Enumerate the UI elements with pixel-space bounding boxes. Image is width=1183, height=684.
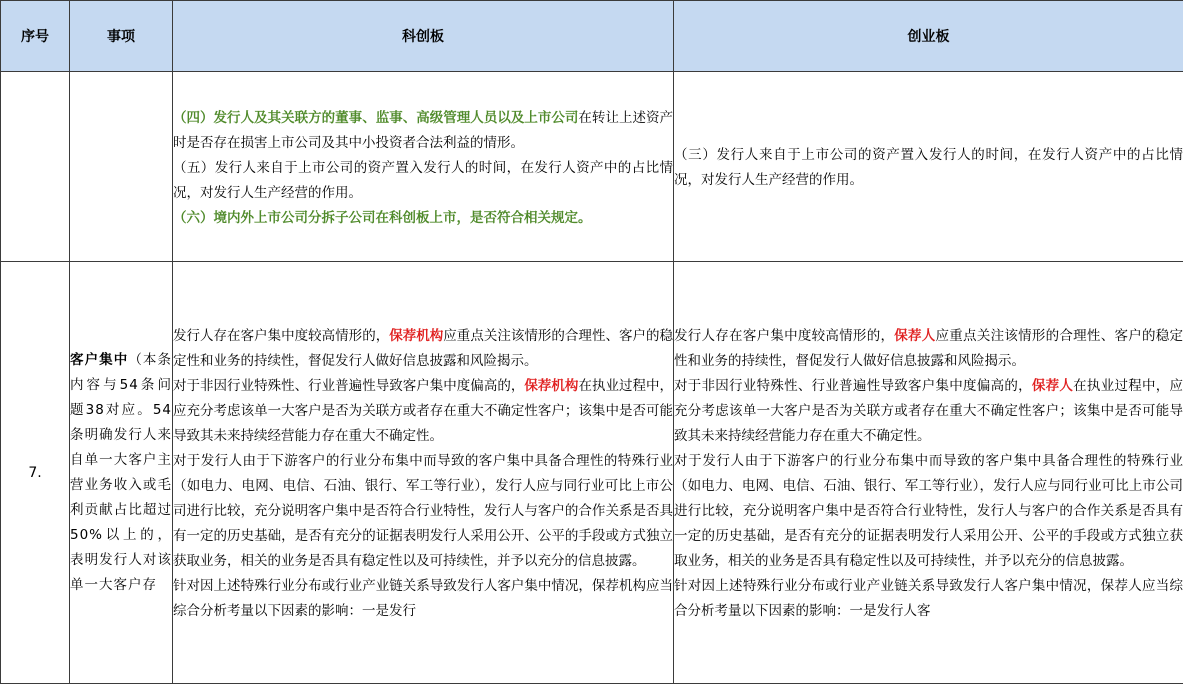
header-no: 序号 (1, 1, 70, 72)
gem-board-cell (674, 262, 1183, 684)
highlight-text: 保荐人 (894, 328, 935, 344)
star-market-cell (173, 262, 674, 684)
row-number (1, 72, 70, 262)
table-header-row (1, 1, 1183, 72)
paragraph: 对于发行人由于下游客户的行业分布集中而导致的客户集中具备合理性的特殊行业（如电力、电网、电信、石油、银行、军工等行业），发行人应与同行业可比上市公司进行比较，充分说明客户集中是否符合行业特性，发行人与客户的合作关系是否具有一定的历史基础，是否有充分的证据表明发行人采用公开、公平的手段或方式独立获取业务，相关的业务是否具有稳定性以及可持续性，并予以充分的信息披露。 (674, 449, 1183, 574)
highlight-text: （四）发行人及其关联方的董事、监事、高级管理人员以及上市公司 (173, 110, 578, 126)
header-star-market: 科创板 (173, 1, 674, 72)
paragraph (674, 374, 1183, 449)
paragraph: （三）发行人来自于上市公司的资产置入发行人的时间，在发行人资产中的占比情况，对发行人生产经营的作用。 (674, 143, 1183, 193)
paragraph: 针对因上述特殊行业分布或行业产业链关系导致发行人客户集中情况，保荐机构应当综合分析考量以下因素的影响：一是发行 (173, 574, 673, 624)
body-text: 对于非因行业特殊性、行业普遍性导致客户集中度偏高的， (674, 378, 1032, 394)
header-item: 事项 (70, 1, 173, 72)
gem-board-cell (674, 72, 1183, 262)
paragraph: （五）发行人来自于上市公司的资产置入发行人的时间，在发行人资产中的占比情况，对发行人生产经营的作用。 (173, 156, 673, 206)
body-text: 对于非因行业特殊性、行业普遍性导致客户集中度偏高的， (173, 378, 524, 394)
highlight-text: 保荐机构 (524, 378, 578, 394)
row-number: 7. (1, 262, 70, 684)
paragraph (674, 324, 1183, 374)
header-gem-board: 创业板 (674, 1, 1183, 72)
paragraph: 对于发行人由于下游客户的行业分布集中而导致的客户集中具备合理性的特殊行业（如电力、电网、电信、石油、银行、军工等行业），发行人应与同行业可比上市公司进行比较，充分说明客户集中是否符合行业特性，发行人与客户的合作关系是否具有一定的历史基础，是否有充分的证据表明发行人采用公开、公平的手段或方式独立获取业务，相关的业务是否具有稳定性以及可持续性，并予以充分的信息披露。 (173, 449, 673, 574)
row-item (70, 262, 173, 684)
body-text: 应重点关注该情形的合理性、客户的稳定性和业务的持续性，督促发行人做好信息披露和风险揭示。 (173, 328, 673, 369)
row-item (70, 72, 173, 262)
paragraph (173, 106, 673, 156)
body-text: 发行人存在客户集中度较高情形的， (173, 328, 389, 344)
table-row (1, 262, 1183, 684)
item-note: （本条内容与54条问题38对应。54条明确发行人来自单一大客户主营业务收入或毛利贡献占比超过50%以上的，表明发行人对该单一大客户存 (70, 352, 172, 593)
table-row (1, 72, 1183, 262)
highlight-text: 保荐人 (1032, 378, 1073, 394)
body-text: 发行人存在客户集中度较高情形的， (674, 328, 894, 344)
body-text: 在转让上述资产时是否存在损害上市公司及其中小投资者合法利益的情形。 (173, 110, 673, 151)
paragraph: 针对因上述特殊行业分布或行业产业链关系导致发行人客户集中情况，保荐人应当综合分析考量以下因素的影响：一是发行人客 (674, 574, 1183, 624)
highlight-paragraph: （六）境内外上市公司分拆子公司在科创板上市，是否符合相关规定。 (173, 206, 673, 231)
body-text: 在执业过程中，应充分考虑该单一大客户是否为关联方或者存在重大不确定性客户；该集中是否可能导致其未来持续经营能力存在重大不确定性。 (674, 378, 1183, 444)
star-market-cell (173, 72, 674, 262)
body-text: 在执业过程中，应充分考虑该单一大客户是否为关联方或者存在重大不确定性客户；该集中是否可能导致其未来持续经营能力存在重大不确定性。 (173, 378, 673, 444)
highlight-text: 保荐机构 (389, 328, 443, 344)
paragraph (173, 374, 673, 449)
item-title: 客户集中 (70, 352, 128, 368)
paragraph (173, 324, 673, 374)
body-text: 应重点关注该情形的合理性、客户的稳定性和业务的持续性，督促发行人做好信息披露和风险揭示。 (674, 328, 1183, 369)
